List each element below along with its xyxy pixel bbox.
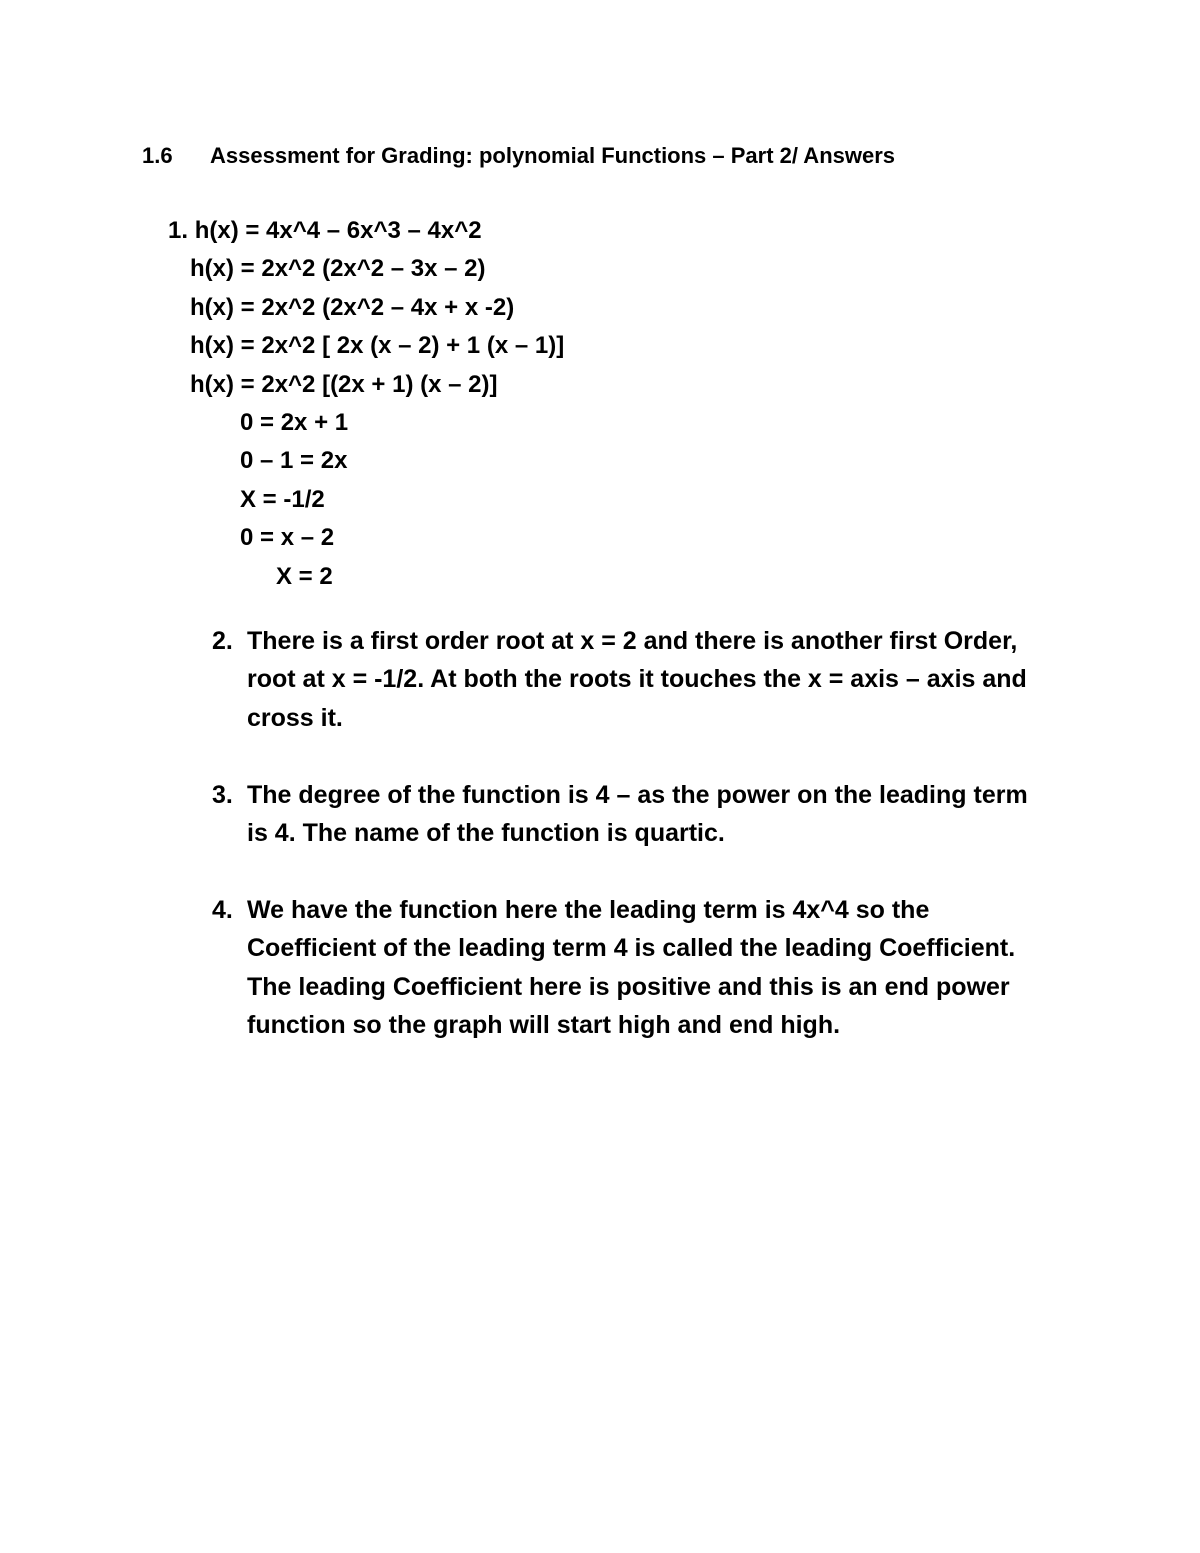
section-number: 1.6 bbox=[142, 143, 173, 168]
question-number: 1. h(x) = 4x^4 – 6x^3 – 4x^2 bbox=[168, 217, 482, 244]
answer-number: 2. bbox=[212, 627, 233, 655]
answer-text: The degree of the function is 4 – as the power on the leading term is 4. The name of the function is quartic. bbox=[247, 780, 1028, 848]
answer-item bbox=[0, 776, 1200, 853]
answer-item bbox=[0, 622, 1200, 737]
document-page: 1.6 Assessment for Grading: polynomial Functions – Part 2/ Answers 1. h(x) = 4x^4 – 6x^3 – 4x^2 h(x) = 2x^2 (2x^2 – 3x – 2) h(x) = 2x^2 (2x^2 – 4x + x -2) h(x) = 2x^2 [ 2x (x – 2) + 1 (x – 1)] h(x) = 2x^2 [(2x + 1) (x – 2)] 0 = 2x + 1 0 – 1 = 2x X = -1/2 0 = x – 2 X = 2 2. There is a first order root at x = 2 and there is another first Order, root at x = -1/2. At both the roots it touches the x = axis – axis and cross it. 3. The degree of the function is 4 – as the power on the leading term is 4. The name of the function is quartic. 4. We have the function here the leading term is 4x^4 so the Coefficient of the leading term 4 is called the leading Coefficient. The leading Coefficient here is positive and this is an end power function so the graph will start high and end high. bbox=[0, 0, 1200, 1553]
title-text: Assessment for Grading: polynomial Functions – Part 2/ Answers bbox=[210, 143, 896, 168]
answer-item bbox=[0, 891, 1200, 1045]
answer-text: We have the function here the leading term is 4x^4 so the Coefficient of the leading term 4 is called the leading Coefficient. The leading Coefficient here is positive and this is an end power function so the graph will start high and end high. bbox=[247, 895, 1016, 1040]
answer-number: 4. bbox=[212, 895, 233, 924]
document-title bbox=[142, 143, 895, 169]
answer-text: There is a first order root at x = 2 and there is another first Order, root at x = -1/2. At both the roots it touches the x = axis – axis and cross it. bbox=[247, 627, 1027, 732]
answer-list bbox=[0, 622, 1200, 1083]
answer-number: 3. bbox=[212, 780, 233, 809]
